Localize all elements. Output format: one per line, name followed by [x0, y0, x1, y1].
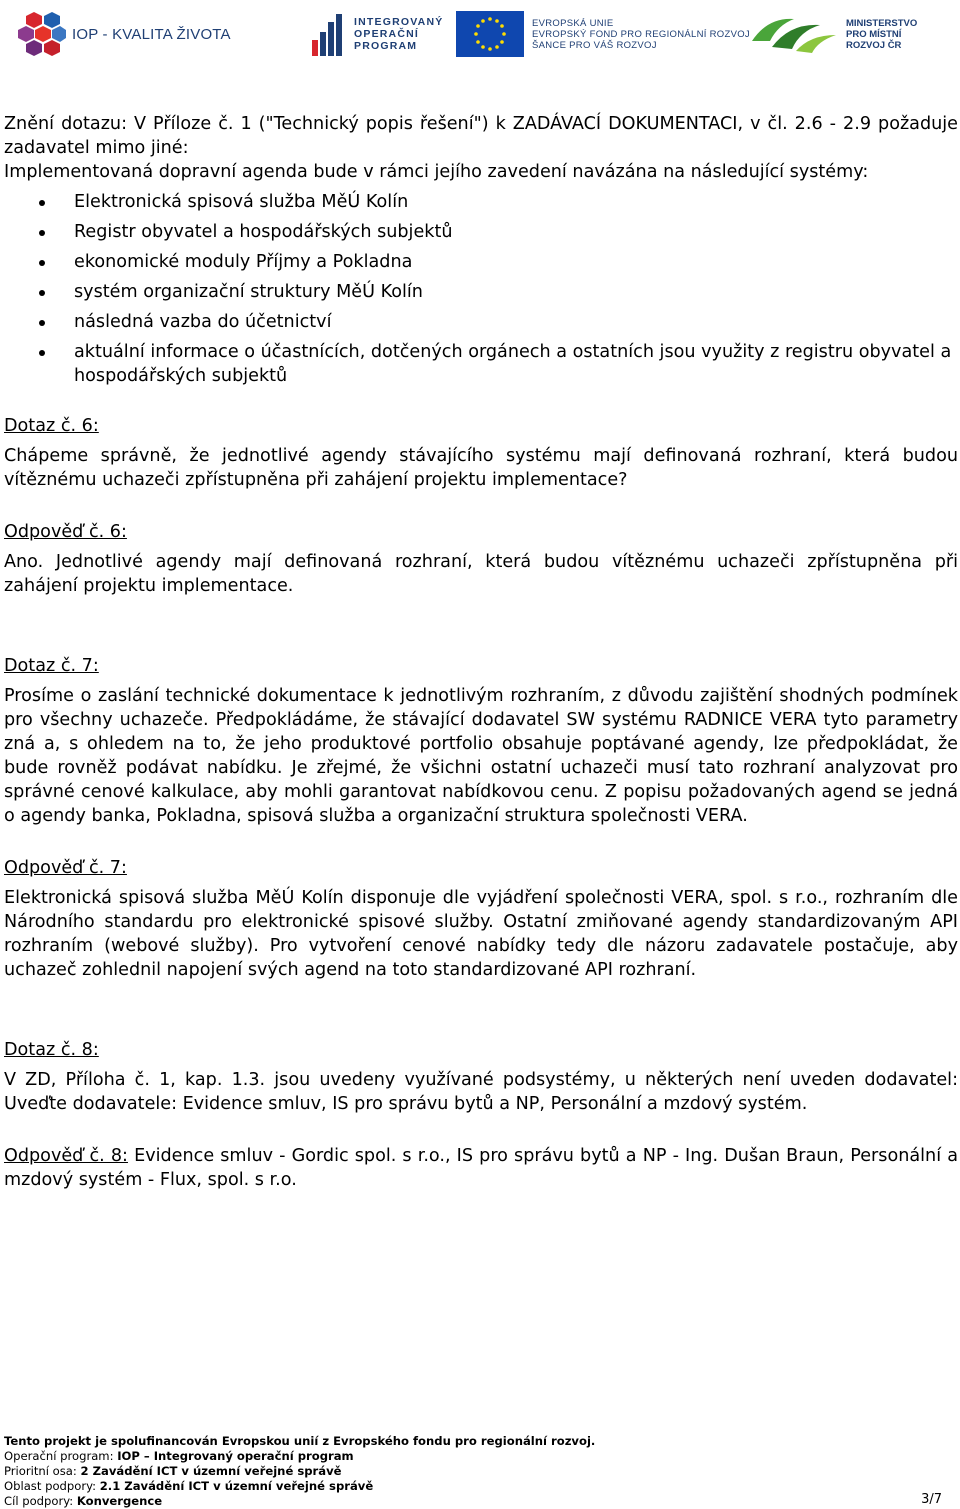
answer-7-label: Odpověď č. 7:: [4, 858, 127, 878]
iop-logo: [18, 8, 231, 60]
integrovany-line-1: INTEGROVANÝ: [354, 16, 444, 28]
eu-line-2: EVROPSKÝ FOND PRO REGIONÁLNÍ ROZVOJ: [532, 28, 750, 40]
iop-hexagon-icon: [18, 12, 66, 56]
mmr-line-3: ROZVOJ ČR: [846, 39, 902, 51]
page-number: 3/7: [921, 1492, 942, 1507]
footer-oblast-label: Oblast podpory:: [4, 1479, 100, 1493]
answer-6-text: Ano. Jednotlivé agendy mají definovaná rozhraní, která budou vítěznému uchazeči zpřístupněna při zahájení projektu implementace.: [4, 552, 958, 596]
answer-8-text: Evidence smluv - Gordic spol. s r.o., IS pro správu bytů a NP - Ing. Dušan Braun, Personální a mzdový systém - Flux, spol. s r.o.: [4, 1146, 958, 1190]
integrovany-program-logo: [312, 8, 443, 60]
question-7-text: Prosíme o zaslání technické dokumentace k jednotlivým rozhraním, z důvodu zajištění shodných podmínek pro všechny uchazeče. Předpokládáme, že stávající dodavatel SW systému RADNICE VERA tyto parametry zná a, s ohledem na to, že jeho produktové portfolio obsahuje poptávané agendy, lze předpokládat, že bude rovněž podávat nabídku. Je zřejmé, že všichni ostatní uchazeči musí tato rozhraní analyzovat pro správné cenové kalkulace, aby mohli garantovat nabídkovou cenu. Z popisu požadovaných agend se jedná o agendy banka, Pokladna, spisová služba a organizační struktura společnosti VERA.: [4, 686, 958, 826]
list-item: Elektronická spisová služba MěÚ Kolín: [4, 190, 958, 214]
list-item: následná vazba do účetnictví: [4, 310, 958, 334]
footer-cil-value: Konvergence: [76, 1494, 163, 1508]
intro-systems: Implementovaná dopravní agenda bude v rámci jejího zavedení navázána na následující systémy:: [4, 162, 869, 182]
list-item: systém organizační struktury MěÚ Kolín: [4, 280, 958, 304]
eu-logo: [456, 8, 750, 60]
intro-query: Znění dotazu: V Příloze č. 1 ("Technický popis řešení") k ZADÁVACÍ DOKUMENTACI, v čl. 2.6 - 2.9 požaduje zadavatel mimo jiné:: [4, 114, 958, 158]
header-logos: [0, 0, 960, 68]
mmr-mark-icon: [748, 11, 840, 57]
question-7-label: Dotaz č. 7:: [4, 656, 99, 676]
integrovany-mark-icon: [312, 10, 348, 58]
mmr-logo: [748, 8, 917, 60]
footer-cofinancing: Tento projekt je spolufinancován Evropskou unií z Evropského fondu pro regionální rozvoj.: [4, 1434, 596, 1448]
footer-po-label: Prioritní osa:: [4, 1464, 81, 1478]
footer-oblast-value: 2.1 Zavádění ICT v územní veřejné správě: [99, 1479, 374, 1493]
eu-line-1: EVROPSKÁ UNIE: [532, 17, 614, 29]
footer: [4, 1434, 954, 1509]
answer-6-label: Odpověď č. 6:: [4, 522, 127, 542]
eu-line-3: ŠANCE PRO VÁŠ ROZVOJ: [532, 39, 657, 51]
mmr-line-2: PRO MÍSTNÍ: [846, 28, 902, 40]
document-body: [4, 112, 958, 1192]
list-item: ekonomické moduly Příjmy a Pokladna: [4, 250, 958, 274]
integrovany-line-2: OPERAČNÍ: [354, 28, 420, 40]
integrovany-line-3: PROGRAM: [354, 40, 418, 52]
footer-cil-label: Cíl podpory:: [4, 1494, 77, 1508]
answer-7-text: Elektronická spisová služba MěÚ Kolín disponuje dle vyjádření společnosti VERA, spol. s r.o., rozhraním dle Národního standardu pro elektronické spisové služby. Ostatní zmiňované agendy standardizovaným API rozhraním (webové služby). Pro vytvoření cenové nabídky tedy dle názoru zadavatele postačuje, aby uchazeč zohlednil napojení svých agend na toto standardizované API rozhraní.: [4, 888, 958, 980]
footer-op-value: IOP – Integrovaný operační program: [117, 1449, 354, 1463]
question-8-label: Dotaz č. 8:: [4, 1040, 99, 1060]
question-8-text: V ZD, Příloha č. 1, kap. 1.3. jsou uvedeny využívané podsystémy, u některých není uveden dodavatel: Uveďte dodavatele: Evidence smluv, IS pro správu bytů a NP, Personální a mzdový systém.: [4, 1070, 958, 1114]
footer-po-value: 2 Zavádění ICT v územní veřejné správě: [80, 1464, 342, 1478]
eu-flag-icon: [456, 11, 524, 57]
list-item: Registr obyvatel a hospodářských subjektů: [4, 220, 958, 244]
question-6-label: Dotaz č. 6:: [4, 416, 99, 436]
footer-op-label: Operační program:: [4, 1449, 118, 1463]
mmr-line-1: MINISTERSTVO: [846, 17, 918, 29]
list-item: aktuální informace o účastnících, dotčených orgánech a ostatních jsou využity z registru obyvatel a hospodářských subjektů: [4, 340, 958, 388]
answer-8-label: Odpověď č. 8:: [4, 1146, 128, 1166]
iop-logo-text: IOP - KVALITA ŽIVOTA: [72, 25, 231, 43]
question-6-text: Chápeme správně, že jednotlivé agendy stávajícího systému mají definovaná rozhraní, která budou vítěznému uchazeči zpřístupněna při zahájení projektu implementace?: [4, 446, 958, 490]
systems-list: [4, 190, 958, 388]
